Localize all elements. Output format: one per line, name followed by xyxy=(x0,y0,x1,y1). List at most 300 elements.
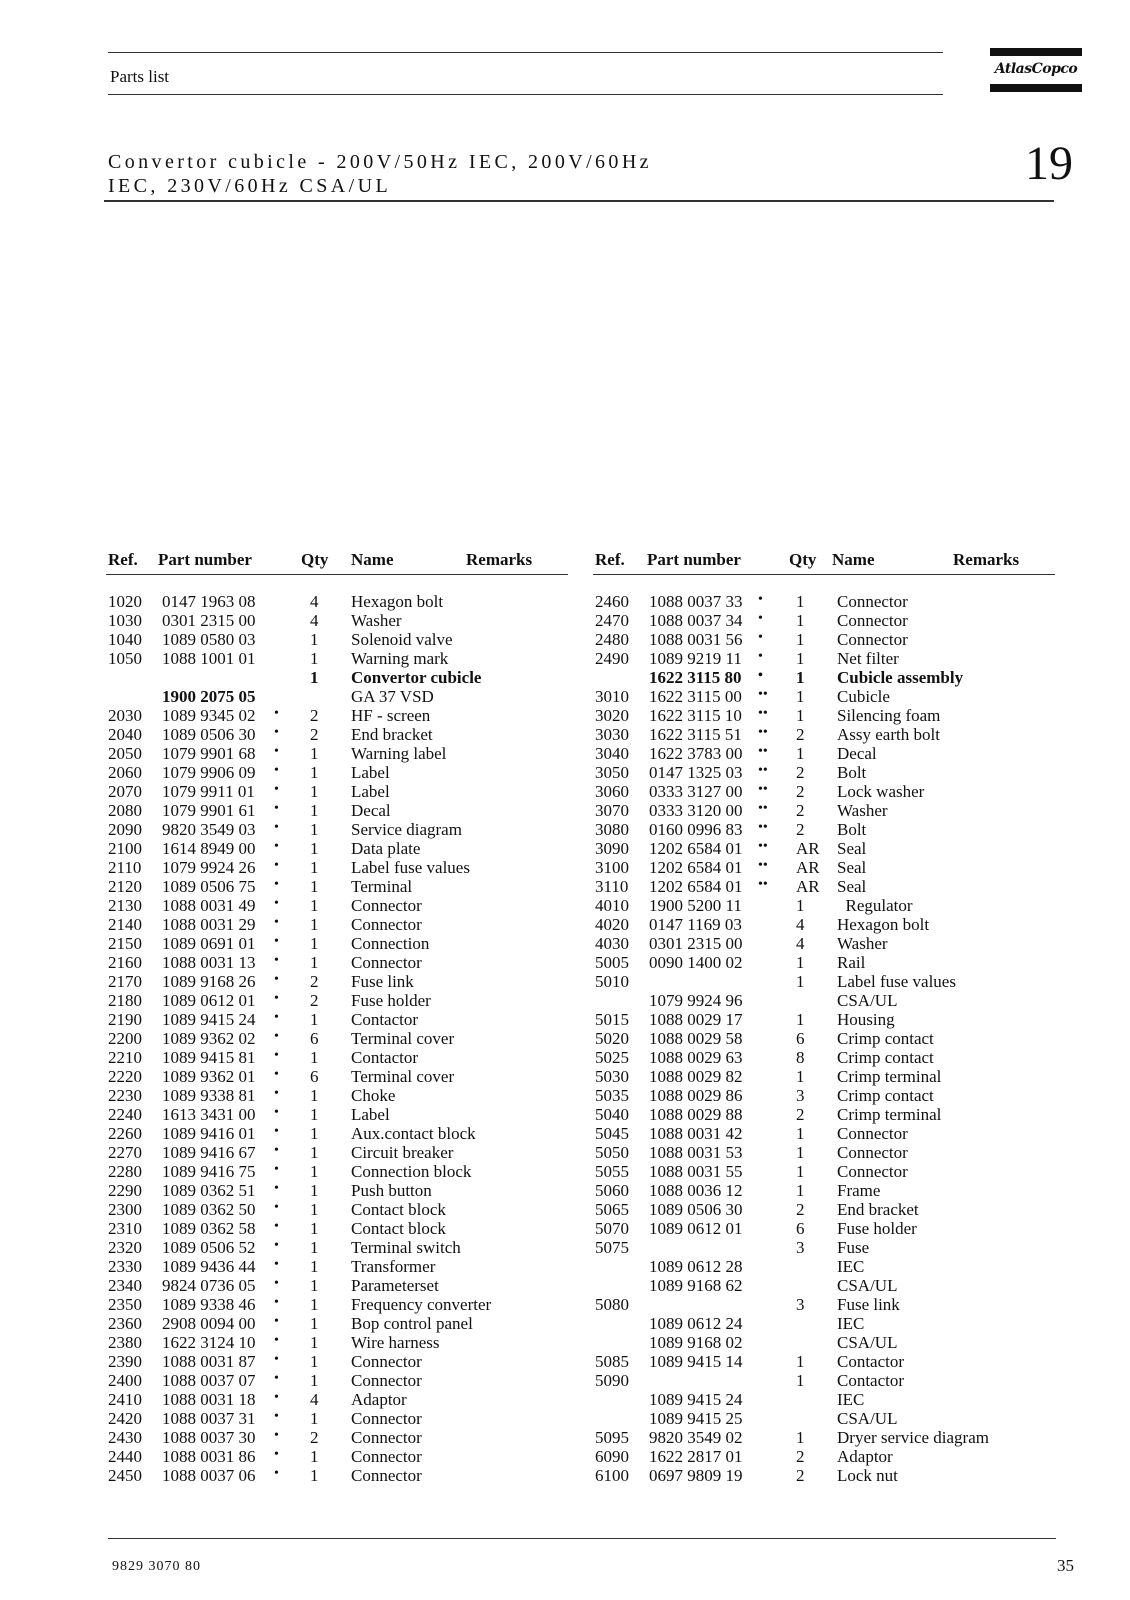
row-part-number: 1088 0029 82 xyxy=(649,1067,743,1086)
row-name: Seal xyxy=(837,877,867,896)
row-part-number: 1202 6584 01 xyxy=(649,877,743,896)
row-ref: 2260 xyxy=(108,1124,142,1143)
row-name: IEC xyxy=(837,1314,865,1333)
row-name: Bolt xyxy=(837,763,867,782)
document-number: 9829 3070 80 xyxy=(112,1559,201,1574)
row-qty: 6 xyxy=(796,1219,805,1238)
page-number: 35 xyxy=(1057,1556,1074,1575)
row-name: Connector xyxy=(837,1124,908,1143)
row-name: Crimp contact xyxy=(837,1086,934,1105)
row-qty: 2 xyxy=(796,782,805,801)
row-qty: AR xyxy=(796,858,820,877)
row-marker: • xyxy=(758,630,763,645)
row-marker: • xyxy=(274,1466,279,1481)
row-qty: 3 xyxy=(796,1086,805,1105)
row-ref: 2030 xyxy=(108,706,142,725)
row-qty: 1 xyxy=(310,915,319,934)
row-name: Connector xyxy=(351,1447,422,1466)
row-marker: • xyxy=(274,934,279,949)
row-marker: • xyxy=(274,820,279,835)
row-ref: 2070 xyxy=(108,782,142,801)
row-name: Contactor xyxy=(837,1371,905,1390)
row-marker: • xyxy=(274,1200,279,1215)
row-marker: • xyxy=(274,1143,279,1158)
row-qty: 1 xyxy=(310,1466,319,1485)
row-part-number: 1089 9168 02 xyxy=(649,1333,743,1352)
row-part-number: 0301 2315 00 xyxy=(649,934,743,953)
header-ref: Ref. xyxy=(595,550,625,569)
row-part-number: 0333 3120 00 xyxy=(649,801,743,820)
footer-rule xyxy=(108,1538,1056,1539)
row-ref: 5035 xyxy=(595,1086,629,1105)
header-top-rule xyxy=(108,52,943,53)
row-qty: 1 xyxy=(310,1124,319,1143)
row-marker: •• xyxy=(758,782,768,797)
row-name: Regulator xyxy=(837,896,913,915)
row-name: Transformer xyxy=(351,1257,436,1276)
row-ref: 2050 xyxy=(108,744,142,763)
row-part-number: 1088 0037 31 xyxy=(162,1409,256,1428)
row-qty: 1 xyxy=(310,1105,319,1124)
row-qty: 1 xyxy=(796,1371,805,1390)
row-ref: 2440 xyxy=(108,1447,142,1466)
row-ref: 5055 xyxy=(595,1162,629,1181)
row-marker: • xyxy=(758,592,763,607)
row-ref: 2430 xyxy=(108,1428,142,1447)
row-name: Connector xyxy=(351,915,422,934)
row-ref: 2230 xyxy=(108,1086,142,1105)
row-qty: 4 xyxy=(310,611,319,630)
row-ref: 5025 xyxy=(595,1048,629,1067)
row-qty: 2 xyxy=(796,1466,805,1485)
row-ref: 5005 xyxy=(595,953,629,972)
row-part-number: 1079 9924 26 xyxy=(162,858,256,877)
row-name: Crimp contact xyxy=(837,1029,934,1048)
row-marker: • xyxy=(274,744,279,759)
row-marker: •• xyxy=(758,744,768,759)
row-qty: 6 xyxy=(310,1029,319,1048)
row-name: Connector xyxy=(351,1352,422,1371)
row-part-number: 1089 9415 24 xyxy=(162,1010,256,1029)
row-qty: 1 xyxy=(796,1124,805,1143)
row-part-number: 1079 9911 01 xyxy=(162,782,255,801)
row-ref: 3080 xyxy=(595,820,629,839)
row-ref: 2300 xyxy=(108,1200,142,1219)
row-marker: • xyxy=(274,953,279,968)
row-name: Warning mark xyxy=(351,649,449,668)
row-part-number: 1089 0506 75 xyxy=(162,877,256,896)
row-name: Silencing foam xyxy=(837,706,941,725)
row-ref: 5050 xyxy=(595,1143,629,1162)
row-marker: • xyxy=(758,611,763,626)
row-qty: 3 xyxy=(796,1295,805,1314)
row-ref: 2130 xyxy=(108,896,142,915)
row-qty: 1 xyxy=(796,687,805,706)
row-part-number: 1089 9345 02 xyxy=(162,706,256,725)
row-part-number: 1089 9338 81 xyxy=(162,1086,256,1105)
row-marker: • xyxy=(274,706,279,721)
row-qty: 1 xyxy=(796,1067,805,1086)
row-part-number: 1622 3783 00 xyxy=(649,744,743,763)
row-qty: 1 xyxy=(310,1276,319,1295)
row-name: Fuse holder xyxy=(837,1219,917,1238)
row-part-number: 1079 9906 09 xyxy=(162,763,256,782)
row-name: IEC xyxy=(837,1390,865,1409)
row-name: Connector xyxy=(351,1428,422,1447)
row-ref: 2240 xyxy=(108,1105,142,1124)
row-marker: • xyxy=(274,839,279,854)
row-marker: • xyxy=(274,1048,279,1063)
row-qty: 1 xyxy=(796,1162,805,1181)
row-part-number: 0147 1963 08 xyxy=(162,592,256,611)
row-part-number: 1089 0362 50 xyxy=(162,1200,256,1219)
row-qty: 1 xyxy=(796,1010,805,1029)
row-name: Connector xyxy=(837,611,908,630)
row-name: Dryer service diagram xyxy=(837,1428,989,1447)
row-name: Bolt xyxy=(837,820,867,839)
row-name: Contact block xyxy=(351,1200,446,1219)
row-name: Contact block xyxy=(351,1219,446,1238)
row-name: Hexagon bolt xyxy=(837,915,930,934)
row-name: Connection block xyxy=(351,1162,472,1181)
row-ref: 2060 xyxy=(108,763,142,782)
row-marker: • xyxy=(274,1219,279,1234)
row-part-number: 1900 5200 11 xyxy=(649,896,742,915)
row-marker: • xyxy=(274,1409,279,1424)
row-ref: 2160 xyxy=(108,953,142,972)
row-qty: 1 xyxy=(310,1219,319,1238)
row-marker: •• xyxy=(758,820,768,835)
row-ref: 2220 xyxy=(108,1067,142,1086)
row-part-number: 1088 0029 17 xyxy=(649,1010,743,1029)
row-part-number: 1088 0029 58 xyxy=(649,1029,743,1048)
row-part-number: 1622 2817 01 xyxy=(649,1447,743,1466)
row-marker: • xyxy=(274,1162,279,1177)
row-marker: • xyxy=(274,801,279,816)
row-part-number: 1089 9416 01 xyxy=(162,1124,256,1143)
row-marker: •• xyxy=(758,839,768,854)
row-qty: 1 xyxy=(310,1200,319,1219)
row-qty: 1 xyxy=(310,858,319,877)
row-ref: 2110 xyxy=(108,858,142,877)
row-name: Hexagon bolt xyxy=(351,592,444,611)
row-name: Cubicle xyxy=(837,687,890,706)
row-part-number: 1088 0031 56 xyxy=(649,630,743,649)
row-part-number: 0697 9809 19 xyxy=(649,1466,743,1485)
row-part-number: 1089 0362 58 xyxy=(162,1219,256,1238)
row-part-number: 2908 0094 00 xyxy=(162,1314,256,1333)
row-qty: 3 xyxy=(796,1238,805,1257)
header-remarks: Remarks xyxy=(466,550,533,569)
row-qty: 2 xyxy=(796,1447,805,1466)
row-qty: 1 xyxy=(310,1314,319,1333)
row-name: Connector xyxy=(351,1371,422,1390)
row-qty: 1 xyxy=(796,592,805,611)
row-part-number: 1089 9436 44 xyxy=(162,1257,256,1276)
row-ref: 2100 xyxy=(108,839,142,858)
row-ref: 5040 xyxy=(595,1105,629,1124)
row-ref: 2150 xyxy=(108,934,142,953)
row-qty: 1 xyxy=(310,1162,319,1181)
row-name: Contactor xyxy=(351,1010,419,1029)
row-name: Warning label xyxy=(351,744,447,763)
row-ref: 3100 xyxy=(595,858,629,877)
row-name: Net filter xyxy=(837,649,899,668)
row-name: Washer xyxy=(837,801,888,820)
row-part-number: 1088 0037 07 xyxy=(162,1371,256,1390)
row-part-number: 1089 9168 62 xyxy=(649,1276,743,1295)
row-part-number: 1088 0037 34 xyxy=(649,611,743,630)
row-marker: • xyxy=(274,1010,279,1025)
row-name: Washer xyxy=(351,611,402,630)
row-marker: • xyxy=(274,782,279,797)
row-part-number: 1079 9901 61 xyxy=(162,801,256,820)
row-qty: 1 xyxy=(796,1428,805,1447)
row-qty: 1 xyxy=(796,649,805,668)
row-part-number: 1088 0031 18 xyxy=(162,1390,256,1409)
row-part-number: 1622 3115 10 xyxy=(649,706,742,725)
row-qty: 2 xyxy=(796,1105,805,1124)
row-part-number: 1622 3115 80 xyxy=(649,668,742,687)
row-part-number: 1089 9415 14 xyxy=(649,1352,743,1371)
row-part-number: 1089 0506 30 xyxy=(649,1200,743,1219)
row-name: Fuse link xyxy=(837,1295,900,1314)
row-part-number: 1089 9362 01 xyxy=(162,1067,256,1086)
row-marker: • xyxy=(274,1276,279,1291)
row-name: Housing xyxy=(837,1010,895,1029)
row-marker: •• xyxy=(758,763,768,778)
row-name: Fuse holder xyxy=(351,991,431,1010)
row-ref: 5015 xyxy=(595,1010,629,1029)
row-part-number: 1089 0612 28 xyxy=(649,1257,743,1276)
row-qty: 1 xyxy=(310,1048,319,1067)
row-part-number: 1614 8949 00 xyxy=(162,839,256,858)
row-part-number: 0160 0996 83 xyxy=(649,820,743,839)
row-part-number: 1613 3431 00 xyxy=(162,1105,256,1124)
row-name: Fuse link xyxy=(351,972,414,991)
row-name: Convertor cubicle xyxy=(351,668,482,687)
row-marker: • xyxy=(274,725,279,740)
row-name: Connector xyxy=(837,1162,908,1181)
row-name: Circuit breaker xyxy=(351,1143,454,1162)
row-ref: 2450 xyxy=(108,1466,142,1485)
row-qty: 1 xyxy=(796,706,805,725)
row-name: Terminal cover xyxy=(351,1029,455,1048)
row-qty: 6 xyxy=(796,1029,805,1048)
row-qty: 2 xyxy=(310,991,319,1010)
row-name: CSA/UL xyxy=(837,1409,898,1428)
row-part-number: 1089 0612 01 xyxy=(162,991,256,1010)
row-name: Adaptor xyxy=(837,1447,893,1466)
row-ref: 3030 xyxy=(595,725,629,744)
row-name: Label xyxy=(351,782,390,801)
row-ref: 4030 xyxy=(595,934,629,953)
row-name: Terminal xyxy=(351,877,413,896)
row-name: Label xyxy=(351,763,390,782)
row-name: Push button xyxy=(351,1181,432,1200)
row-qty: 2 xyxy=(796,725,805,744)
row-marker: • xyxy=(274,1086,279,1101)
row-name: Terminal switch xyxy=(351,1238,461,1257)
row-name: Label fuse values xyxy=(837,972,956,991)
row-part-number: 9824 0736 05 xyxy=(162,1276,256,1295)
row-qty: 1 xyxy=(310,630,319,649)
row-name: Connector xyxy=(351,1409,422,1428)
row-name: Solenoid valve xyxy=(351,630,453,649)
row-qty: 1 xyxy=(310,1352,319,1371)
row-ref: 2180 xyxy=(108,991,142,1010)
row-name: Seal xyxy=(837,858,867,877)
title-rule xyxy=(104,200,1054,202)
row-qty: 1 xyxy=(310,820,319,839)
row-part-number: 1088 1001 01 xyxy=(162,649,256,668)
row-part-number: 1088 0037 30 xyxy=(162,1428,256,1447)
row-part-number: 1088 0029 63 xyxy=(649,1048,743,1067)
logo-text: AtlasCopco xyxy=(994,61,1078,77)
row-name: Connector xyxy=(351,896,422,915)
row-ref: 2120 xyxy=(108,877,142,896)
row-ref: 3090 xyxy=(595,839,629,858)
row-name: End bracket xyxy=(351,725,433,744)
row-marker: • xyxy=(274,991,279,1006)
row-part-number: 1089 9338 46 xyxy=(162,1295,256,1314)
row-part-number: 1089 0580 03 xyxy=(162,630,256,649)
row-ref: 2270 xyxy=(108,1143,142,1162)
row-name: Frame xyxy=(837,1181,881,1200)
row-name: Seal xyxy=(837,839,867,858)
row-ref: 2310 xyxy=(108,1219,142,1238)
row-qty: 1 xyxy=(310,668,319,687)
row-ref: 2140 xyxy=(108,915,142,934)
row-qty: 1 xyxy=(310,1447,319,1466)
row-marker: •• xyxy=(758,706,768,721)
row-name: Contactor xyxy=(837,1352,905,1371)
row-qty: 1 xyxy=(310,1371,319,1390)
row-name: CSA/UL xyxy=(837,1333,898,1352)
header-ref: Ref. xyxy=(108,550,138,569)
row-qty: 2 xyxy=(796,1200,805,1219)
row-part-number: 1088 0031 86 xyxy=(162,1447,256,1466)
row-name: Label fuse values xyxy=(351,858,470,877)
row-qty: 1 xyxy=(310,1181,319,1200)
row-ref: 5080 xyxy=(595,1295,629,1314)
row-qty: 1 xyxy=(310,877,319,896)
row-marker: •• xyxy=(758,687,768,702)
row-ref: 2330 xyxy=(108,1257,142,1276)
row-part-number: 1079 9901 68 xyxy=(162,744,256,763)
row-ref: 4010 xyxy=(595,896,629,915)
row-qty: 4 xyxy=(796,934,805,953)
row-qty: 1 xyxy=(796,972,805,991)
row-qty: 2 xyxy=(310,1428,319,1447)
row-name: Parameterset xyxy=(351,1276,439,1295)
row-part-number: 1622 3115 00 xyxy=(649,687,742,706)
row-part-number: 1088 0031 53 xyxy=(649,1143,743,1162)
row-qty: 1 xyxy=(310,1409,319,1428)
row-marker: • xyxy=(758,668,763,683)
row-qty: 1 xyxy=(310,1257,319,1276)
row-qty: 4 xyxy=(310,1390,319,1409)
row-name: HF - screen xyxy=(351,706,431,725)
row-marker: • xyxy=(274,1105,279,1120)
row-ref: 5070 xyxy=(595,1219,629,1238)
row-qty: 2 xyxy=(796,820,805,839)
row-ref: 3110 xyxy=(595,877,629,896)
row-ref: 2290 xyxy=(108,1181,142,1200)
page-title xyxy=(108,150,652,198)
row-ref: 3070 xyxy=(595,801,629,820)
row-part-number: 1089 9362 02 xyxy=(162,1029,256,1048)
row-qty: 1 xyxy=(310,1238,319,1257)
row-qty: AR xyxy=(796,877,820,896)
row-ref: 2080 xyxy=(108,801,142,820)
row-name: Fuse xyxy=(837,1238,870,1257)
header-part-number: Part number xyxy=(158,550,252,569)
header-qty: Qty xyxy=(301,550,329,569)
row-marker: • xyxy=(274,1029,279,1044)
row-name: Cubicle assembly xyxy=(837,668,964,687)
row-marker: •• xyxy=(758,858,768,873)
row-qty: 4 xyxy=(310,592,319,611)
row-qty: 4 xyxy=(796,915,805,934)
row-ref: 3060 xyxy=(595,782,629,801)
row-part-number: 1089 9168 26 xyxy=(162,972,256,991)
row-ref: 2360 xyxy=(108,1314,142,1333)
row-part-number: 1089 0362 51 xyxy=(162,1181,256,1200)
row-marker: • xyxy=(274,1067,279,1082)
row-part-number: 0301 2315 00 xyxy=(162,611,256,630)
row-qty: 1 xyxy=(310,763,319,782)
row-name: End bracket xyxy=(837,1200,919,1219)
header-part-number: Part number xyxy=(647,550,741,569)
row-marker: • xyxy=(274,1352,279,1367)
row-part-number: 1088 0029 88 xyxy=(649,1105,743,1124)
row-name: Label xyxy=(351,1105,390,1124)
row-qty: 8 xyxy=(796,1048,805,1067)
row-qty: 1 xyxy=(796,896,805,915)
row-marker: • xyxy=(274,877,279,892)
row-ref: 2390 xyxy=(108,1352,142,1371)
row-part-number: 1088 0029 86 xyxy=(649,1086,743,1105)
row-ref: 5020 xyxy=(595,1029,629,1048)
header-name: Name xyxy=(351,550,394,569)
row-name: Crimp terminal xyxy=(837,1067,942,1086)
table-header-rule xyxy=(106,574,568,575)
row-marker: • xyxy=(274,1428,279,1443)
row-name: Aux.contact block xyxy=(351,1124,476,1143)
row-marker: • xyxy=(274,1314,279,1329)
row-part-number: 1088 0031 87 xyxy=(162,1352,256,1371)
row-ref: 2170 xyxy=(108,972,142,991)
row-ref: 5090 xyxy=(595,1371,629,1390)
row-marker: • xyxy=(274,1390,279,1405)
row-part-number: 1079 9924 96 xyxy=(649,991,743,1010)
row-part-number: 1088 0037 06 xyxy=(162,1466,256,1485)
row-name: Lock nut xyxy=(837,1466,898,1485)
row-ref: 1040 xyxy=(108,630,142,649)
row-part-number: 1088 0031 29 xyxy=(162,915,256,934)
row-ref: 2040 xyxy=(108,725,142,744)
row-name: Washer xyxy=(837,934,888,953)
title-line-2: IEC, 230V/60Hz CSA/UL xyxy=(108,175,392,197)
row-part-number: 1089 9415 25 xyxy=(649,1409,743,1428)
row-qty: 1 xyxy=(796,1143,805,1162)
row-name: CSA/UL xyxy=(837,991,898,1010)
section-number: 19 xyxy=(1025,137,1073,190)
row-ref: 2190 xyxy=(108,1010,142,1029)
row-name: GA 37 VSD xyxy=(351,687,434,706)
row-name: Rail xyxy=(837,953,866,972)
